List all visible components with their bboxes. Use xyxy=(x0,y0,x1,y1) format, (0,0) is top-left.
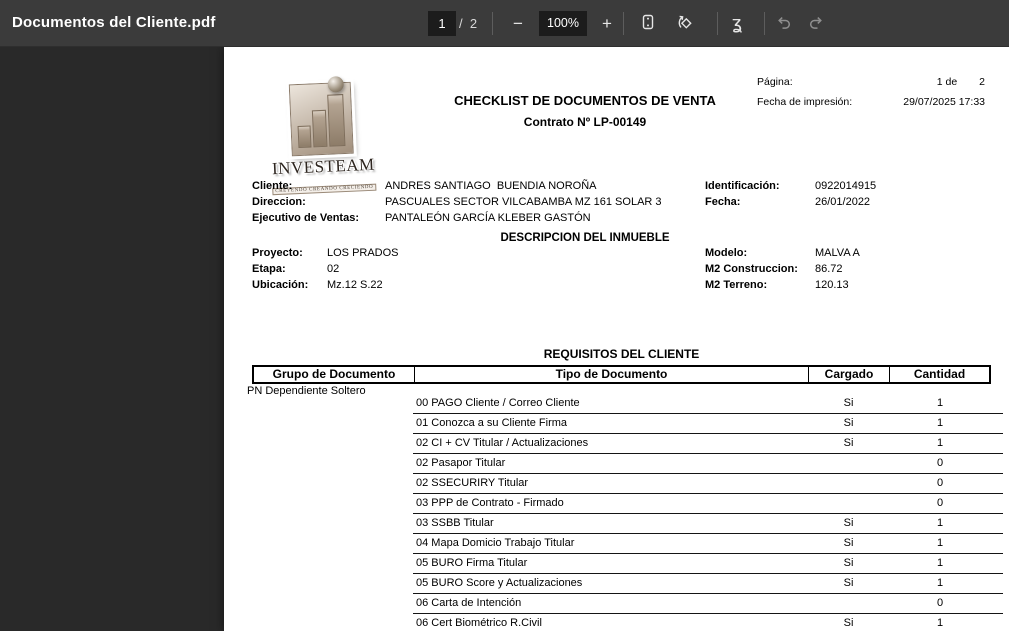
table-row xyxy=(413,614,1003,631)
table-row xyxy=(413,514,1003,534)
zoom-level-display[interactable]: 100% xyxy=(539,11,587,36)
row-tipo: 05 BURO Firma Titular xyxy=(416,557,528,569)
row-cantidad: 1 xyxy=(936,577,944,589)
row-cantidad: 1 xyxy=(936,517,944,529)
row-cantidad: 0 xyxy=(936,477,944,489)
checklist-title: CHECKLIST DE DOCUMENTOS DE VENTA xyxy=(454,93,716,108)
row-cargado: Si xyxy=(843,397,854,409)
field-value: 02 xyxy=(327,263,340,275)
requirements-table-header xyxy=(252,365,991,384)
viewer-canvas xyxy=(0,47,1009,631)
row-cantidad: 0 xyxy=(936,597,944,609)
page-count-label: / 2 xyxy=(459,16,478,31)
column-header: Grupo de Documento xyxy=(272,367,396,381)
pdf-toolbar xyxy=(0,0,1009,47)
table-row xyxy=(413,554,1003,574)
row-cantidad: 1 xyxy=(936,417,944,429)
row-cargado: Si xyxy=(843,617,854,629)
page-number-input[interactable]: 1 xyxy=(428,11,456,36)
property-section-title: DESCRIPCION DEL INMUEBLE xyxy=(500,232,670,244)
table-row xyxy=(413,594,1003,614)
field-value: PASCUALES SECTOR VILCABAMBA MZ 161 SOLAR 3 xyxy=(385,196,662,208)
field-label: Cliente: xyxy=(252,180,293,192)
row-cantidad: 1 xyxy=(936,537,944,549)
document-group-label: PN Dependiente Soltero xyxy=(247,385,366,397)
zoom-out-button[interactable]: − xyxy=(513,14,523,33)
property-info-left xyxy=(252,245,399,293)
redo-button[interactable] xyxy=(804,11,830,37)
print-meta xyxy=(757,73,987,113)
page-total-value: 2 xyxy=(979,76,985,88)
row-tipo: 05 BURO Score y Actualizaciones xyxy=(416,577,583,589)
client-info-right xyxy=(705,178,876,210)
fit-to-page-icon xyxy=(639,13,657,36)
field-label: Fecha: xyxy=(705,196,741,208)
field-label: M2 Terreno: xyxy=(705,279,768,291)
row-tipo: 02 Pasapor Titular xyxy=(416,457,506,469)
row-cantidad: 1 xyxy=(936,437,944,449)
field-label: Direccion: xyxy=(252,196,306,208)
contract-number: Contrato Nº LP-00149 xyxy=(523,115,647,129)
print-date-value: 29/07/2025 17:33 xyxy=(903,96,985,108)
row-tipo: 00 PAGO Cliente / Correo Cliente xyxy=(416,397,580,409)
pdf-page xyxy=(224,47,1009,631)
field-label: Identificación: xyxy=(705,180,780,192)
table-row xyxy=(413,534,1003,554)
row-cargado: Si xyxy=(843,417,854,429)
logo-sphere-icon xyxy=(327,76,344,93)
print-date-label: Fecha de impresión: xyxy=(757,96,853,108)
row-tipo: 03 PPP de Contrato - Firmado xyxy=(416,497,564,509)
fit-to-page-button[interactable] xyxy=(635,11,661,37)
table-row xyxy=(413,454,1003,474)
toolbar-divider xyxy=(764,12,765,35)
row-cargado: Si xyxy=(843,517,854,529)
row-cantidad: 1 xyxy=(936,617,944,629)
zoom-in-button[interactable]: + xyxy=(602,14,612,33)
table-row xyxy=(413,474,1003,494)
undo-button[interactable] xyxy=(770,11,796,37)
row-tipo: 02 CI + CV Titular / Actualizaciones xyxy=(416,437,589,449)
undo-icon xyxy=(774,13,792,36)
table-row xyxy=(413,434,1003,454)
row-tipo: 04 Mapa Domicio Trabajo Titular xyxy=(416,537,575,549)
field-value: PANTALEÓN GARCÍA KLEBER GASTÓN xyxy=(385,212,591,224)
field-value: 0922014915 xyxy=(815,180,877,192)
table-row xyxy=(413,414,1003,434)
row-tipo: 02 SSECURIRY Titular xyxy=(416,477,529,489)
redo-icon xyxy=(808,13,826,36)
field-value: 26/01/2022 xyxy=(815,196,871,208)
page-label: Página: xyxy=(757,76,793,88)
column-header: Cantidad xyxy=(889,367,989,382)
logo-tagline: CREYENDO CREANDO CRECIENDO xyxy=(272,184,376,196)
client-info-left xyxy=(252,178,662,226)
rotate-icon xyxy=(676,13,694,36)
field-label: Modelo: xyxy=(705,247,748,259)
column-header: Tipo de Documento xyxy=(414,367,808,382)
row-cantidad: 1 xyxy=(936,397,944,409)
table-row xyxy=(413,494,1003,514)
document-title: Documentos del Cliente.pdf xyxy=(12,14,216,31)
field-value: MALVA A xyxy=(815,247,860,259)
column-header: Cargado xyxy=(808,367,889,382)
row-cargado: Si xyxy=(843,537,854,549)
field-value: Mz.12 S.22 xyxy=(327,279,383,291)
table-row xyxy=(413,394,1003,414)
property-info-right xyxy=(705,245,860,293)
field-label: M2 Construccion: xyxy=(705,263,798,275)
toolbar-divider xyxy=(717,12,718,35)
row-cantidad: 1 xyxy=(936,557,944,569)
row-tipo: 06 Carta de Intención xyxy=(416,597,522,609)
draw-button[interactable] xyxy=(724,11,750,37)
draw-icon: ʓ xyxy=(731,13,743,34)
row-tipo: 01 Conozca a su Cliente Firma xyxy=(416,417,568,429)
row-tipo: 06 Cert Biométrico R.Civil xyxy=(416,617,542,629)
field-label: Etapa: xyxy=(252,263,286,275)
requirements-rows xyxy=(413,394,1003,631)
field-value: 86.72 xyxy=(815,263,843,275)
field-value: LOS PRADOS xyxy=(327,247,399,259)
toolbar-divider xyxy=(623,12,624,35)
row-cantidad: 0 xyxy=(936,457,944,469)
logo-brand-text: INVESTEAM xyxy=(271,154,376,179)
logo-block-icon xyxy=(298,125,312,148)
toolbar-divider xyxy=(492,12,493,35)
requirements-title: REQUISITOS DEL CLIENTE xyxy=(543,347,700,361)
row-cantidad: 0 xyxy=(936,497,944,509)
field-label: Ubicación: xyxy=(252,279,309,291)
field-value: 120.13 xyxy=(815,279,849,291)
field-label: Ejecutivo de Ventas: xyxy=(252,212,359,224)
row-cargado: Si xyxy=(843,437,854,449)
row-cargado: Si xyxy=(843,577,854,589)
row-tipo: 03 SSBB Titular xyxy=(416,517,494,529)
field-value: ANDRES SANTIAGO BUENDIA NOROÑA xyxy=(385,180,597,192)
field-label: Proyecto: xyxy=(252,247,303,259)
page-value: 1 de xyxy=(936,76,958,88)
row-cargado: Si xyxy=(843,557,854,569)
table-row xyxy=(413,574,1003,594)
rotate-button[interactable] xyxy=(672,11,698,37)
